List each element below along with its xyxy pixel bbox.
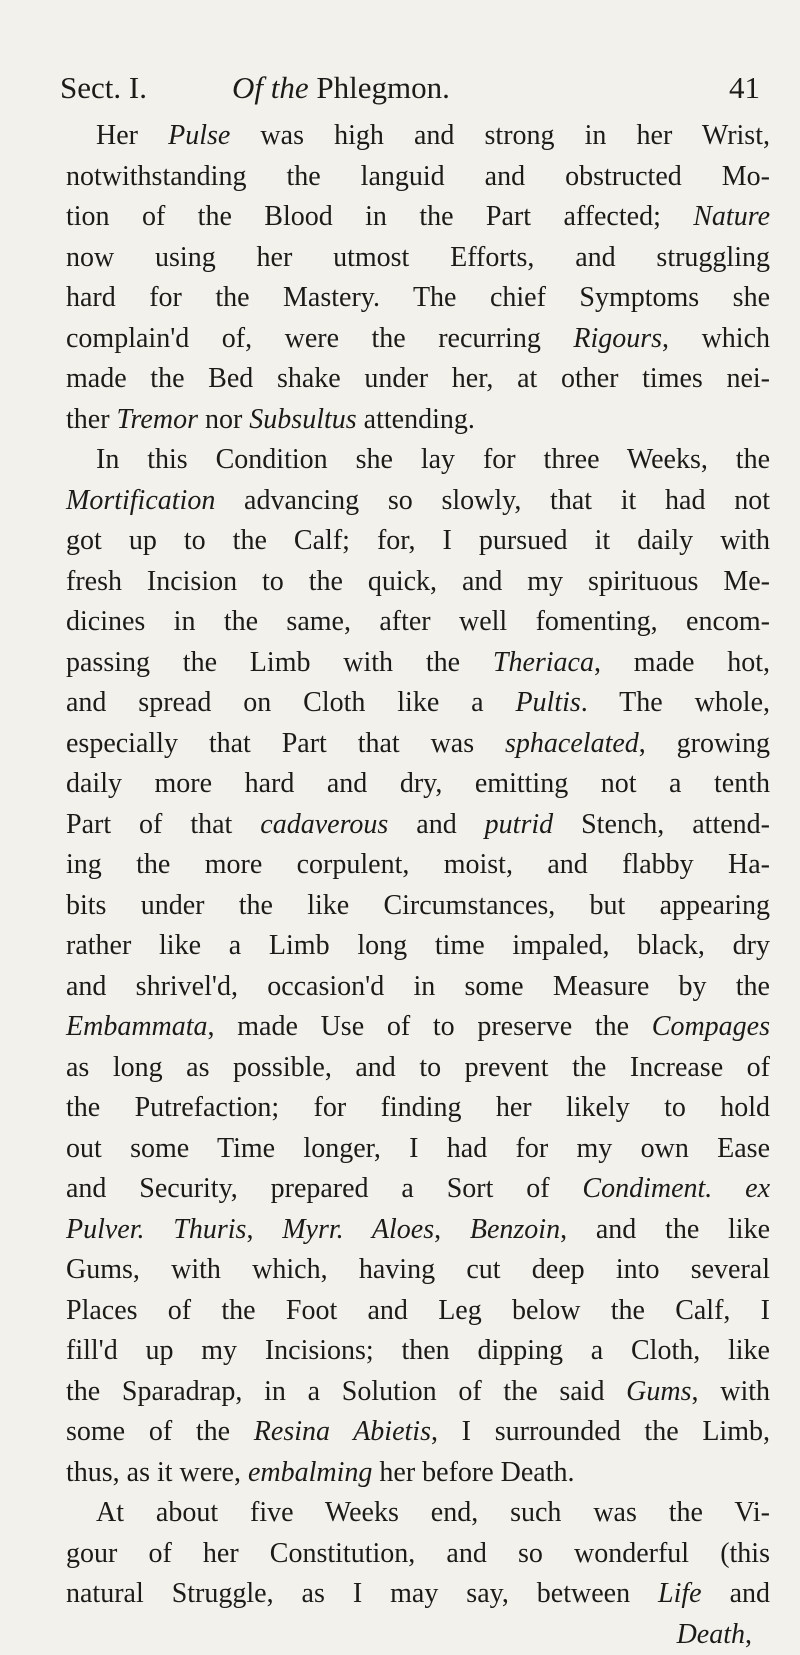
text-segment: out some Time longer, I had for my own Ease bbox=[66, 1133, 770, 1164]
text-line bbox=[66, 1615, 770, 1655]
text-segment: , and the like bbox=[560, 1214, 770, 1245]
italic-text: Pulse bbox=[168, 120, 230, 151]
text-line bbox=[66, 1453, 770, 1494]
section-label: Sect. I. bbox=[60, 66, 147, 110]
text-segment: , bbox=[745, 1619, 752, 1650]
text-line bbox=[66, 116, 770, 157]
italic-text: Benzoin bbox=[470, 1214, 560, 1245]
text-segment: passing the Limb with the bbox=[66, 647, 493, 678]
text-line bbox=[66, 764, 770, 805]
text-line bbox=[66, 521, 770, 562]
text-line bbox=[66, 1048, 770, 1089]
text-segment: gour of her Constitution, and so wonderful (this bbox=[66, 1538, 770, 1569]
text-segment: , I surrounded the Limb, bbox=[431, 1416, 770, 1447]
text-segment: attending. bbox=[357, 404, 475, 435]
italic-text: Subsultus bbox=[249, 404, 356, 435]
italic-text: Embammata bbox=[66, 1011, 208, 1042]
text-line bbox=[66, 1210, 770, 1251]
italic-text: embalming bbox=[248, 1457, 372, 1488]
text-line bbox=[66, 886, 770, 927]
text-segment: as long as possible, and to prevent the Increase of bbox=[66, 1052, 770, 1083]
text-segment: , made Use of to preserve the bbox=[208, 1011, 652, 1042]
text-line bbox=[66, 1007, 770, 1048]
text-line bbox=[66, 400, 770, 441]
text-segment: Places of the Foot and Leg below the Calf, I bbox=[66, 1295, 770, 1326]
text-segment: was high and strong in her Wrist, bbox=[230, 120, 770, 151]
text-segment: daily more hard and dry, emitting not a tenth bbox=[66, 768, 770, 799]
italic-text: Mortification bbox=[66, 485, 215, 516]
chapter-title-italic: Of the bbox=[232, 70, 309, 105]
text-segment: complain'd of, were the recurring bbox=[66, 323, 573, 354]
text-segment: In this Condition she lay for three Weeks, the bbox=[96, 444, 770, 475]
chapter-title bbox=[232, 66, 450, 110]
text-line bbox=[66, 1534, 770, 1575]
italic-text: Theriaca bbox=[493, 647, 594, 678]
italic-text: Death bbox=[677, 1619, 745, 1650]
italic-text: Resina Abietis bbox=[254, 1416, 431, 1447]
italic-text: Gums bbox=[626, 1376, 691, 1407]
text-line bbox=[66, 926, 770, 967]
text-line bbox=[66, 1291, 770, 1332]
text-segment: At about five Weeks end, such was the Vi- bbox=[96, 1497, 770, 1528]
text-segment: Part of that bbox=[66, 809, 260, 840]
text-line bbox=[66, 1331, 770, 1372]
text-segment: now using her utmost Efforts, and struggling bbox=[66, 242, 770, 273]
text-segment: , made hot, bbox=[594, 647, 770, 678]
text-line bbox=[66, 1372, 770, 1413]
text-line bbox=[66, 440, 770, 481]
italic-text: Pulver. Thuris bbox=[66, 1214, 246, 1245]
text-line bbox=[66, 1088, 770, 1129]
text-segment: the Putrefaction; for finding her likely to hold bbox=[66, 1092, 770, 1123]
text-segment: made the Bed shake under her, at other times nei- bbox=[66, 363, 770, 394]
text-segment: the Sparadrap, in a Solution of the said bbox=[66, 1376, 626, 1407]
chapter-title-roman: Phlegmon. bbox=[309, 70, 450, 105]
text-segment: natural Struggle, as I may say, between bbox=[66, 1578, 658, 1609]
text-segment: and shrivel'd, occasion'd in some Measure by the bbox=[66, 971, 770, 1002]
text-segment: and spread on Cloth like a bbox=[66, 687, 515, 718]
text-segment: Her bbox=[96, 120, 168, 151]
italic-text: Condiment. ex bbox=[582, 1173, 770, 1204]
text-segment: and Security, prepared a Sort of bbox=[66, 1173, 582, 1204]
text-segment: thus, as it were, bbox=[66, 1457, 248, 1488]
text-line bbox=[66, 805, 770, 846]
text-segment: some of the bbox=[66, 1416, 254, 1447]
text-segment: , growing bbox=[639, 728, 770, 759]
text-segment: Stench, attend- bbox=[553, 809, 770, 840]
text-line bbox=[66, 1250, 770, 1291]
text-line bbox=[66, 319, 770, 360]
text-segment: ing the more corpulent, moist, and flabby Ha- bbox=[66, 849, 770, 880]
text-segment: advancing so slowly, that it had not bbox=[215, 485, 770, 516]
text-segment: rather like a Limb long time impaled, black, dry bbox=[66, 930, 770, 961]
text-line bbox=[66, 359, 770, 400]
italic-text: Life bbox=[658, 1578, 702, 1609]
italic-text: Rigours bbox=[573, 323, 662, 354]
text-segment: , bbox=[434, 1214, 470, 1245]
text-segment: nor bbox=[198, 404, 249, 435]
body-text bbox=[66, 116, 770, 1655]
text-line bbox=[66, 157, 770, 198]
italic-text: Compages bbox=[652, 1011, 770, 1042]
text-segment: , with bbox=[692, 1376, 771, 1407]
italic-text: Tremor bbox=[117, 404, 198, 435]
italic-text: Nature bbox=[693, 201, 770, 232]
text-line bbox=[66, 602, 770, 643]
text-segment: tion of the Blood in the Part affected; bbox=[66, 201, 693, 232]
text-segment: and bbox=[388, 809, 484, 840]
text-segment: dicines in the same, after well fomenting, encom- bbox=[66, 606, 770, 637]
page-number: 41 bbox=[729, 66, 760, 110]
text-line bbox=[66, 724, 770, 765]
text-segment: fresh Incision to the quick, and my spirituous Me- bbox=[66, 566, 770, 597]
text-line bbox=[66, 967, 770, 1008]
text-segment: bits under the like Circumstances, but appearing bbox=[66, 890, 770, 921]
text-line bbox=[66, 562, 770, 603]
text-line bbox=[66, 1129, 770, 1170]
text-line bbox=[66, 1574, 770, 1615]
text-line bbox=[66, 643, 770, 684]
text-segment: especially that Part that was bbox=[66, 728, 505, 759]
text-segment: ther bbox=[66, 404, 117, 435]
italic-text: cadaverous bbox=[260, 809, 388, 840]
italic-text: sphacelated bbox=[505, 728, 639, 759]
text-line bbox=[66, 845, 770, 886]
text-segment: hard for the Mastery. The chief Symptoms she bbox=[66, 282, 770, 313]
text-line bbox=[66, 1412, 770, 1453]
text-segment: Gums, with which, having cut deep into several bbox=[66, 1254, 770, 1285]
text-segment: her before Death. bbox=[372, 1457, 574, 1488]
italic-text: Pultis bbox=[515, 687, 580, 718]
text-line bbox=[66, 683, 770, 724]
text-line bbox=[66, 1493, 770, 1534]
text-segment: , which bbox=[662, 323, 770, 354]
italic-text: Myrr. Aloes bbox=[282, 1214, 434, 1245]
text-line bbox=[66, 481, 770, 522]
text-segment: fill'd up my Incisions; then dipping a Cloth, like bbox=[66, 1335, 770, 1366]
text-segment: , bbox=[246, 1214, 282, 1245]
text-segment: notwithstanding the languid and obstructed Mo- bbox=[66, 161, 770, 192]
running-header bbox=[60, 66, 760, 110]
text-line bbox=[66, 197, 770, 238]
text-line bbox=[66, 238, 770, 279]
text-segment: got up to the Calf; for, I pursued it daily with bbox=[66, 525, 770, 556]
text-segment: . The whole, bbox=[581, 687, 770, 718]
italic-text: putrid bbox=[485, 809, 553, 840]
text-segment: and bbox=[702, 1578, 770, 1609]
text-line bbox=[66, 278, 770, 319]
text-line bbox=[66, 1169, 770, 1210]
